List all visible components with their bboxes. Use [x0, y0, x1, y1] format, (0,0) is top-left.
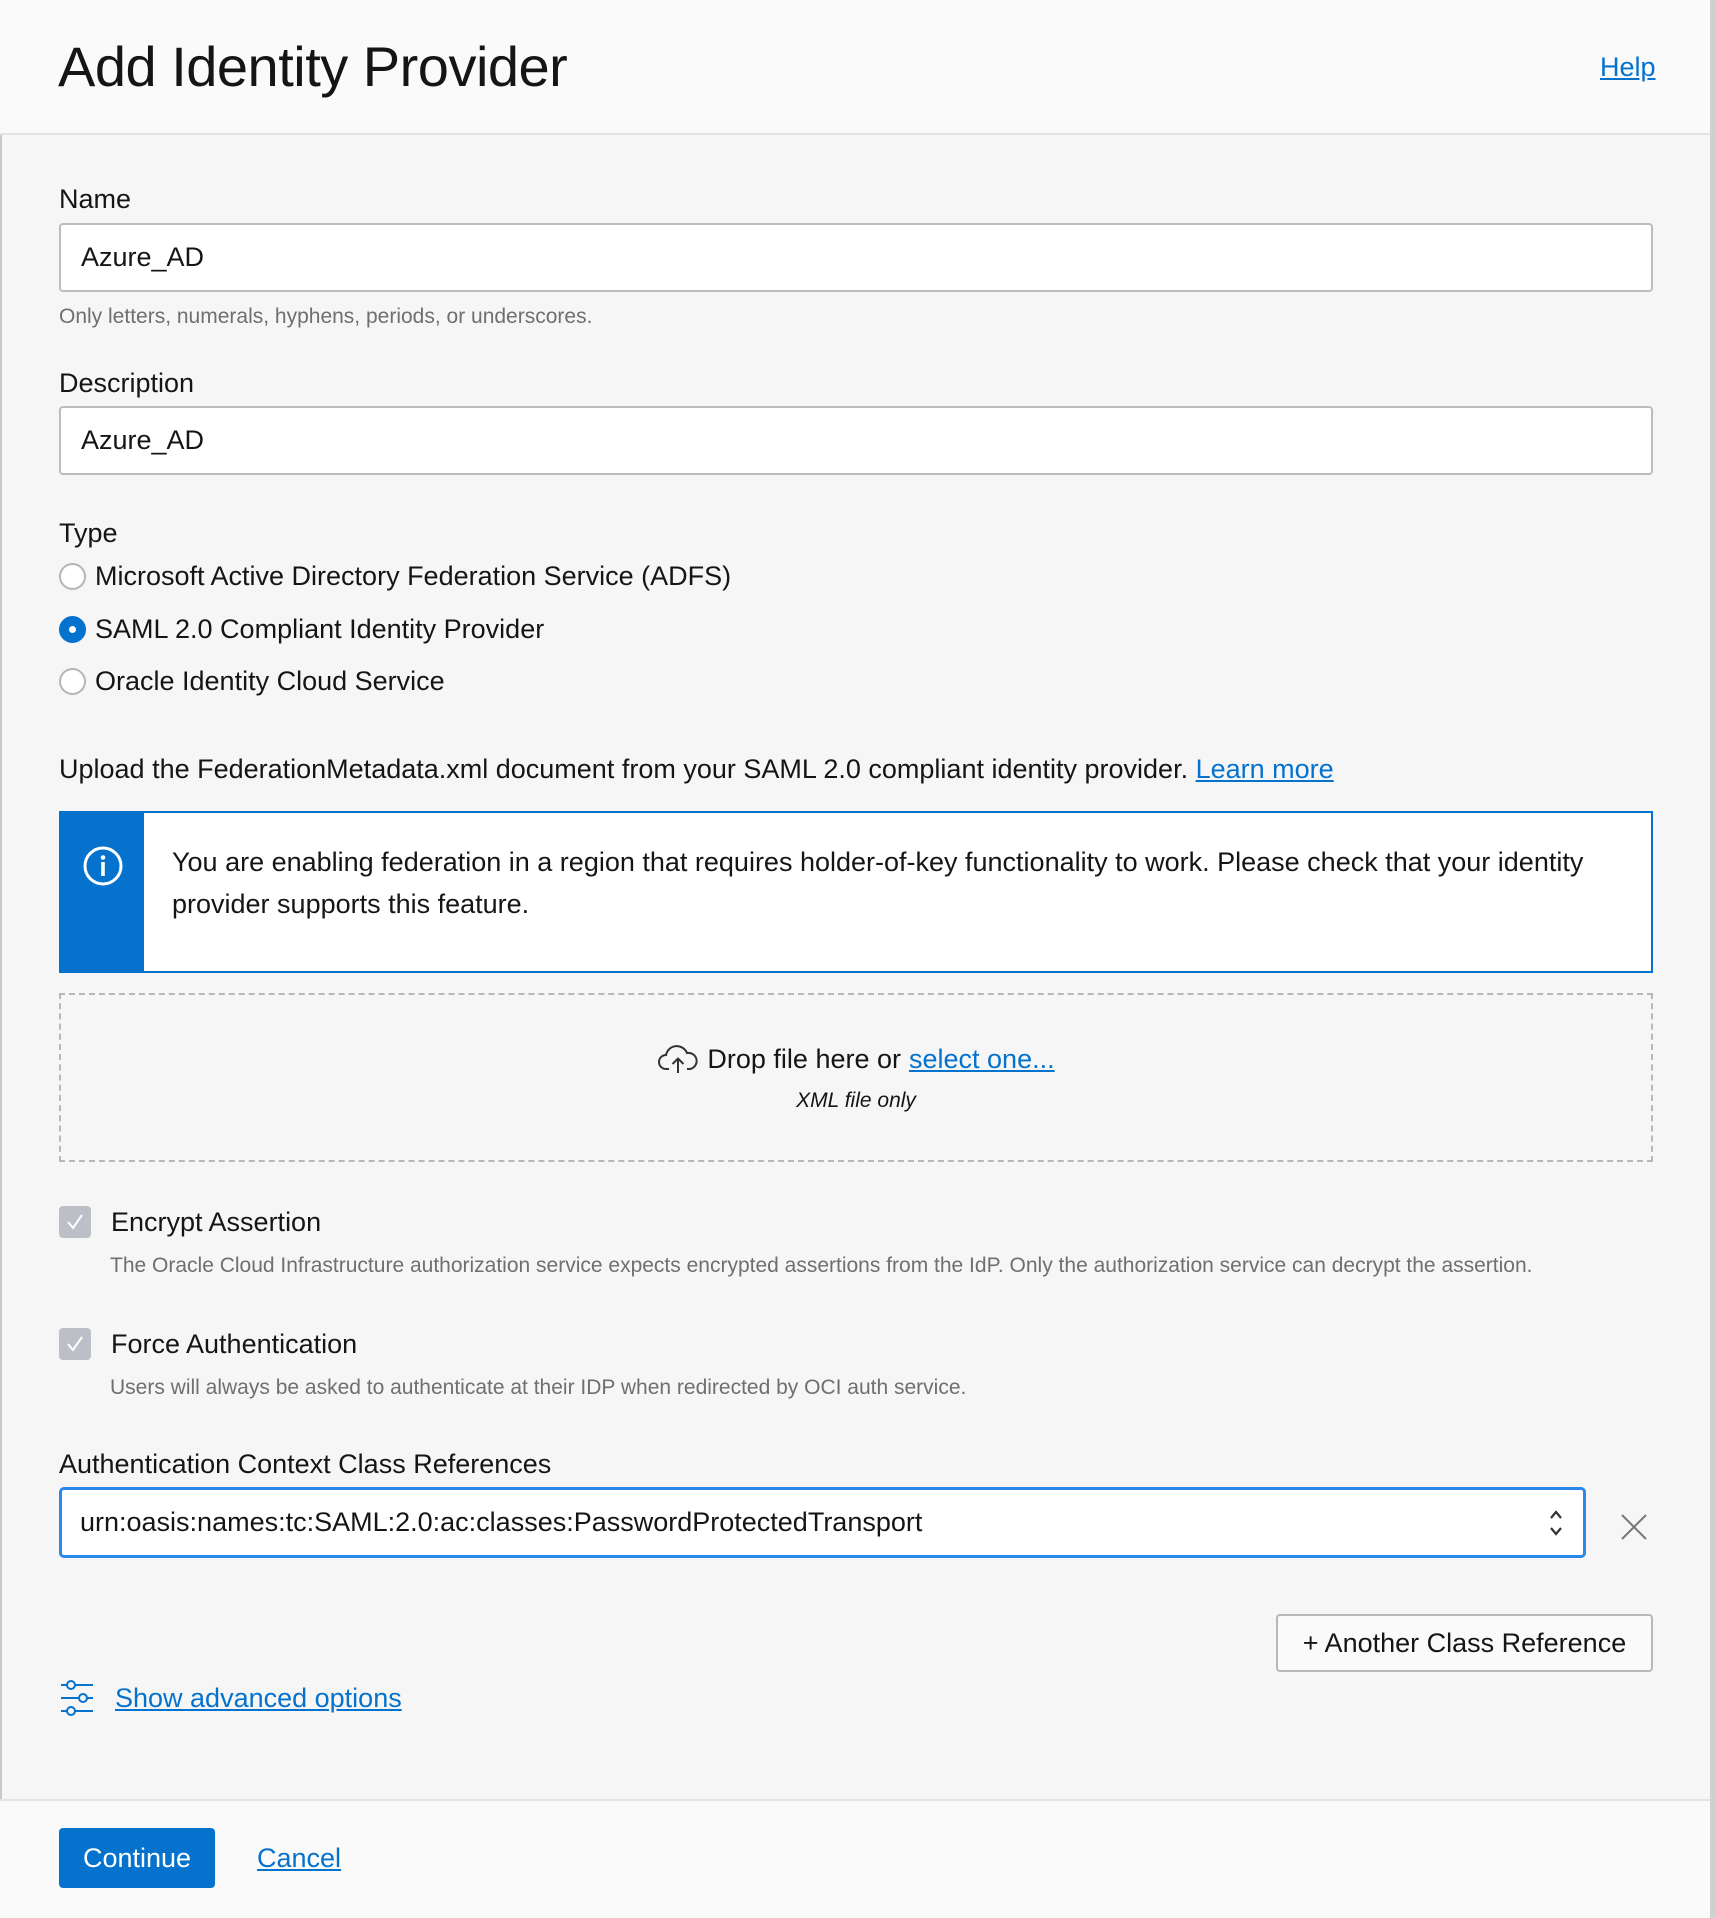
force-authentication-desc: Users will always be asked to authenticate at their IDP when redirected by OCI auth service.	[110, 1376, 967, 1399]
dropzone-note: XML file only	[796, 1089, 916, 1112]
auth-context-select[interactable]	[59, 1487, 1586, 1558]
description-label: Description	[59, 368, 195, 398]
cloud-upload-icon	[657, 1043, 699, 1075]
radio-label: Microsoft Active Directory Federation Service (ADFS)	[95, 561, 732, 591]
name-hint: Only letters, numerals, hyphens, periods, or underscores.	[59, 305, 593, 328]
checkbox-checked-icon[interactable]	[59, 1328, 91, 1360]
show-advanced-options-link[interactable]: Show advanced options	[115, 1682, 402, 1713]
radio-circle[interactable]	[59, 563, 86, 590]
file-dropzone[interactable]	[59, 993, 1653, 1162]
encrypt-assertion-checkbox[interactable]	[59, 1206, 321, 1238]
radio-adfs[interactable]	[59, 561, 731, 592]
upload-text: Upload the FederationMetadata.xml document from your SAML 2.0 compliant identity provider.	[59, 754, 1189, 784]
page-title: Add Identity Provider	[58, 35, 568, 98]
radio-label: Oracle Identity Cloud Service	[95, 666, 445, 696]
encrypt-assertion-desc: The Oracle Cloud Infrastructure authorization service expects encrypted assertions from the IdP. Only the authorization service can decrypt the assertion.	[110, 1254, 1533, 1277]
name-input[interactable]: Azure_AD	[59, 223, 1653, 292]
remove-reference-close-icon[interactable]	[1620, 1513, 1648, 1541]
info-icon	[82, 845, 124, 887]
info-banner	[59, 811, 1653, 973]
radio-circle[interactable]	[59, 668, 86, 695]
radio-saml[interactable]	[59, 614, 544, 645]
dropzone-row	[61, 1043, 1651, 1075]
dialog-left-border	[0, 0, 2, 1918]
dropzone-text: Drop file here or	[707, 1043, 901, 1074]
select-file-link[interactable]: select one...	[909, 1043, 1055, 1074]
sliders-icon	[59, 1679, 95, 1717]
encrypt-assertion-label: Encrypt Assertion	[111, 1206, 322, 1237]
show-advanced-options[interactable]	[59, 1679, 402, 1717]
auth-context-value: urn:oasis:names:tc:SAML:2.0:ac:classes:PasswordProtectedTransport	[80, 1507, 923, 1537]
info-text: You are enabling federation in a region that requires holder-of-key functionality to work. Please check that your identity provider supports this feature.	[172, 847, 1584, 919]
checkbox-checked-icon[interactable]	[59, 1206, 91, 1238]
help-link[interactable]: Help	[1600, 52, 1656, 82]
add-class-reference-button[interactable]: + Another Class Reference	[1276, 1614, 1653, 1672]
auth-context-label: Authentication Context Class References	[59, 1449, 552, 1479]
continue-button[interactable]: Continue	[59, 1828, 215, 1888]
name-label: Name	[59, 184, 132, 214]
description-input[interactable]: Azure_AD	[59, 406, 1653, 475]
cancel-link[interactable]: Cancel	[257, 1843, 342, 1873]
force-authentication-label: Force Authentication	[111, 1328, 358, 1359]
radio-idcs[interactable]	[59, 666, 445, 697]
upload-instructions	[59, 754, 1334, 785]
chevron-up-down-icon	[1547, 1506, 1565, 1540]
force-authentication-checkbox[interactable]	[59, 1328, 357, 1360]
type-label: Type	[59, 518, 118, 548]
learn-more-link[interactable]: Learn more	[1195, 754, 1334, 784]
radio-label: SAML 2.0 Compliant Identity Provider	[95, 614, 545, 644]
dialog-right-border	[1710, 0, 1716, 1918]
info-banner-stripe	[61, 813, 144, 971]
radio-circle-selected[interactable]	[59, 616, 86, 643]
